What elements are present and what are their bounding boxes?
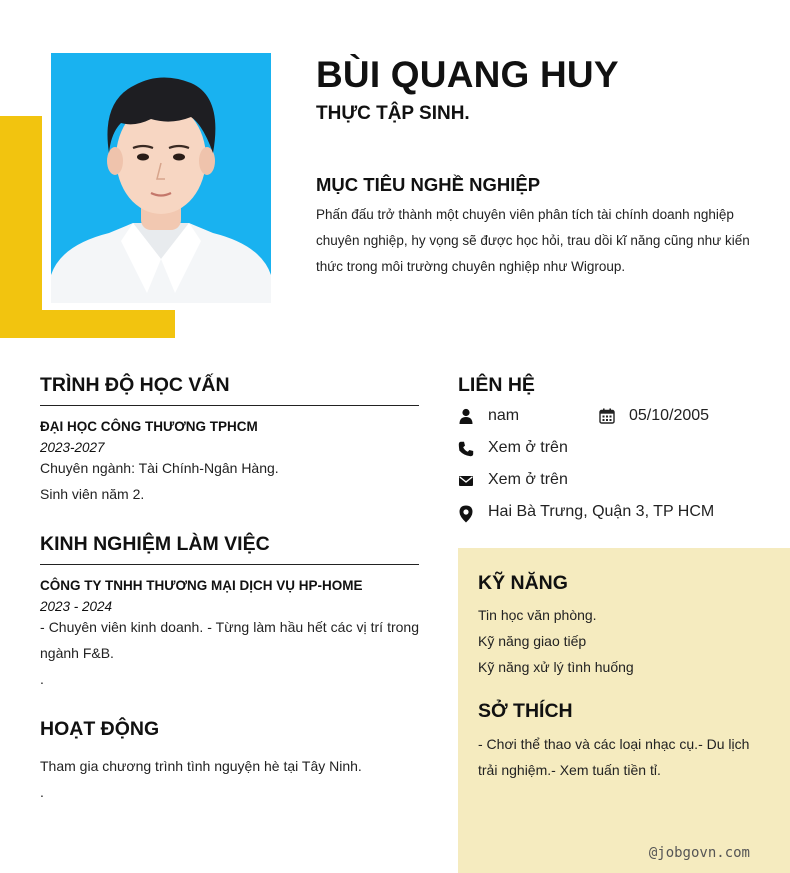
experience-section xyxy=(40,533,419,692)
experience-trailing: . xyxy=(40,671,44,687)
experience-divider xyxy=(40,564,419,565)
watermark: @jobgovn.com xyxy=(648,845,750,861)
phone-icon xyxy=(458,441,474,457)
contact-gender: nam xyxy=(488,407,520,424)
hobbies-text: - Chơi thể thao và các loại nhạc cụ.- Du lịch trải nghiệm.- Xem tuấn tiền tỉ. xyxy=(478,736,750,778)
person-icon xyxy=(458,408,474,424)
experience-company: CÔNG TY TNHH THƯƠNG MẠI DỊCH VỤ HP-HOME xyxy=(40,578,363,593)
location-pin-icon xyxy=(458,505,474,523)
education-title: TRÌNH ĐỘ HỌC VẤN xyxy=(40,374,230,396)
calendar-icon xyxy=(599,408,615,424)
candidate-name: BÙI QUANG HUY xyxy=(316,54,619,95)
activities-description: Tham gia chương trình tình nguyện hè tại Tây Ninh. xyxy=(40,758,362,774)
activities-section xyxy=(40,718,419,805)
contact-address: Hai Bà Trưng, Quận 3, TP HCM xyxy=(488,503,715,520)
experience-period: 2023 - 2024 xyxy=(40,599,113,614)
skills-title: KỸ NĂNG xyxy=(478,572,568,594)
profile-photo xyxy=(51,53,271,303)
contact-phone: Xem ở trên xyxy=(488,439,568,456)
skill-item: Kỹ năng giao tiếp xyxy=(478,633,587,649)
education-major: Chuyên ngành: Tài Chính-Ngân Hàng. xyxy=(40,460,279,476)
education-period: 2023-2027 xyxy=(40,440,105,455)
objective-title: MỤC TIÊU NGHỀ NGHIỆP xyxy=(316,174,541,195)
contact-email: Xem ở trên xyxy=(488,471,568,488)
education-section xyxy=(40,374,419,507)
education-year: Sinh viên năm 2. xyxy=(40,486,145,502)
mail-icon xyxy=(458,473,474,489)
experience-description: - Chuyên viên kinh doanh. - Từng làm hầu hết các vị trí trong ngành F&B. xyxy=(40,619,419,661)
skill-item: Kỹ năng xử lý tình huống xyxy=(478,659,634,675)
skill-item: Tin học văn phòng. xyxy=(478,607,597,623)
contact-birthday: 05/10/2005 xyxy=(629,407,710,424)
activities-trailing: . xyxy=(40,784,44,800)
objective-text: Phấn đấu trở thành một chuyên viên phân tích tài chính doanh nghiệp chuyên nghiệp, hy vọng sẽ được học hỏi, trau dồi kĩ năng cũng như kiến thức trong môi trường chuyên nghiệp như Wigroup. xyxy=(316,207,750,274)
skills-hobbies-panel xyxy=(458,548,790,873)
candidate-role: THỰC TẬP SINH. xyxy=(316,103,470,124)
activities-title: HOẠT ĐỘNG xyxy=(40,718,160,740)
experience-title: KINH NGHIỆM LÀM VIỆC xyxy=(40,533,270,555)
accent-bar-horizontal xyxy=(0,310,175,338)
education-divider xyxy=(40,405,419,406)
education-school: ĐẠI HỌC CÔNG THƯƠNG TPHCM xyxy=(40,419,258,434)
contact-title: LIÊN HỆ xyxy=(458,374,535,396)
hobbies-title: SỞ THÍCH xyxy=(478,700,573,722)
accent-bar-vertical xyxy=(0,116,42,338)
